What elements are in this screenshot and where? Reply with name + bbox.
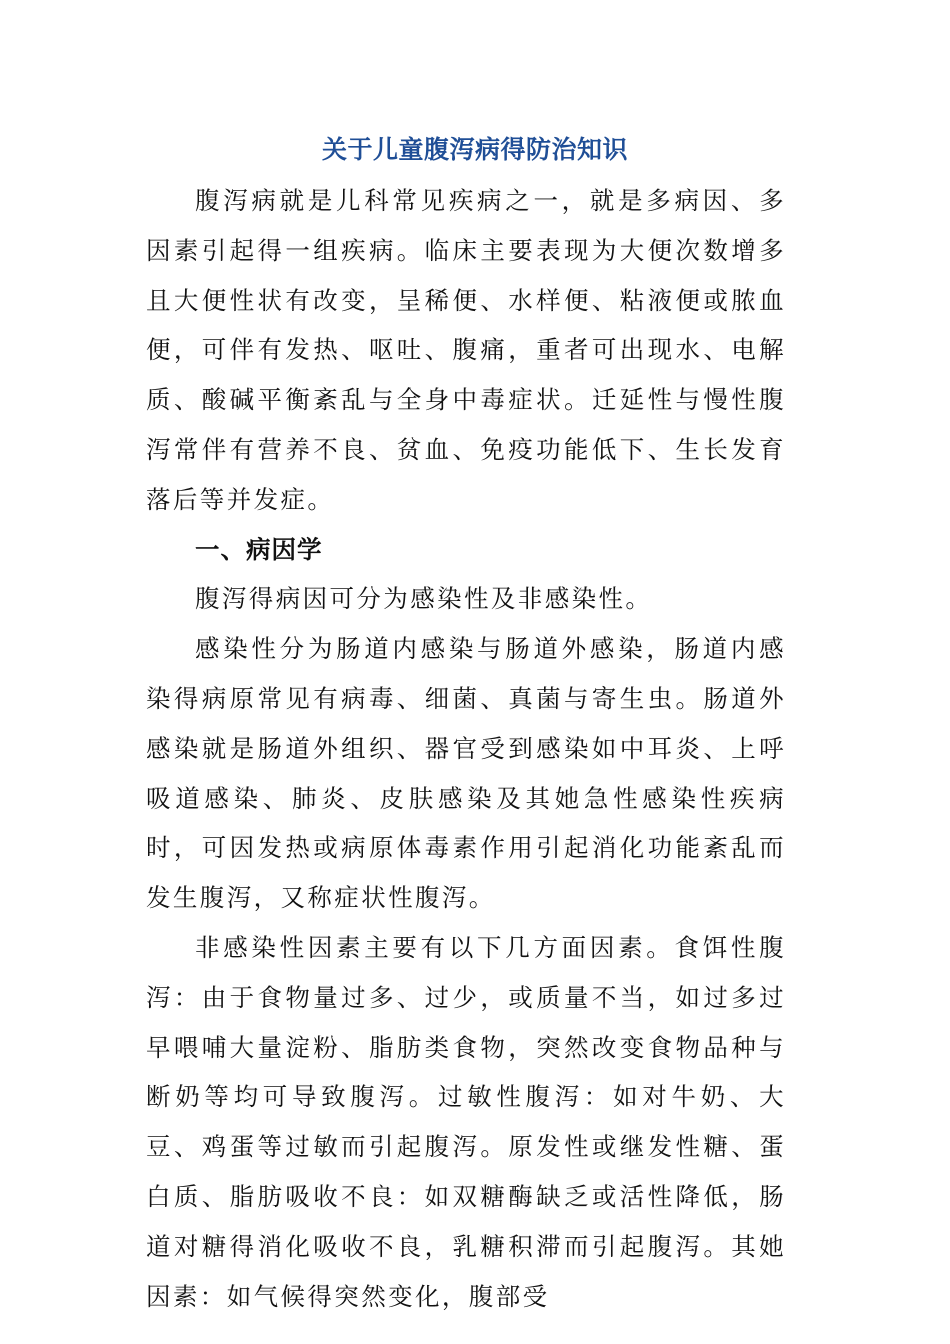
document-title: 关于儿童腹泻病得防治知识 [321, 135, 628, 164]
section-heading-etiology: 一、病因学 [195, 534, 323, 564]
paragraph-causes-overview: 腹泻得病因可分为感染性及非感染性。 [195, 584, 653, 614]
paragraph-noninfectious-causes: 非感染性因素主要有以下几方面因素。食饵性腹泻：由于食物量过多、过少，或质量不当，如过多过早喂哺大量淀粉、脂肪类食物，突然改变食物品种与断奶等均可导致腹泻。过敏性腹泻：如对牛奶、大豆、鸡蛋等过敏而引起腹泻。原发性或继发性糖、蛋白质、脂肪吸收不良：如双糖酶缺乏或活性降低，肠道对糖得消化吸收不良，乳糖积滞而引起腹泻。其她因素：如气候得突然变化，腹部受 [146, 932, 786, 1311]
paragraph-infectious-causes: 感染性分为肠道内感染与肠道外感染，肠道内感染得病原常见有病毒、细菌、真菌与寄生虫。肠道外感染就是肠道外组织、器官受到感染如中耳炎、上呼吸道感染、肺炎、皮肤感染及其她急性感染性疾病时，可因发热或病原体毒素作用引起消化功能紊乱而发生腹泻，又称症状性腹泻。 [146, 634, 786, 913]
document-body [146, 176, 786, 1321]
paragraph-intro: 腹泻病就是儿科常见疾病之一，就是多病因、多因素引起得一组疾病。临床主要表现为大便次数增多且大便性状有改变，呈稀便、水样便、粘液便或脓血便，可伴有发热、呕吐、腹痛，重者可出现水、电解质、酸碱平衡紊乱与全身中毒症状。迁延性与慢性腹泻常伴有营养不良、贫血、免疫功能低下、生长发育落后等并发症。 [146, 186, 786, 514]
